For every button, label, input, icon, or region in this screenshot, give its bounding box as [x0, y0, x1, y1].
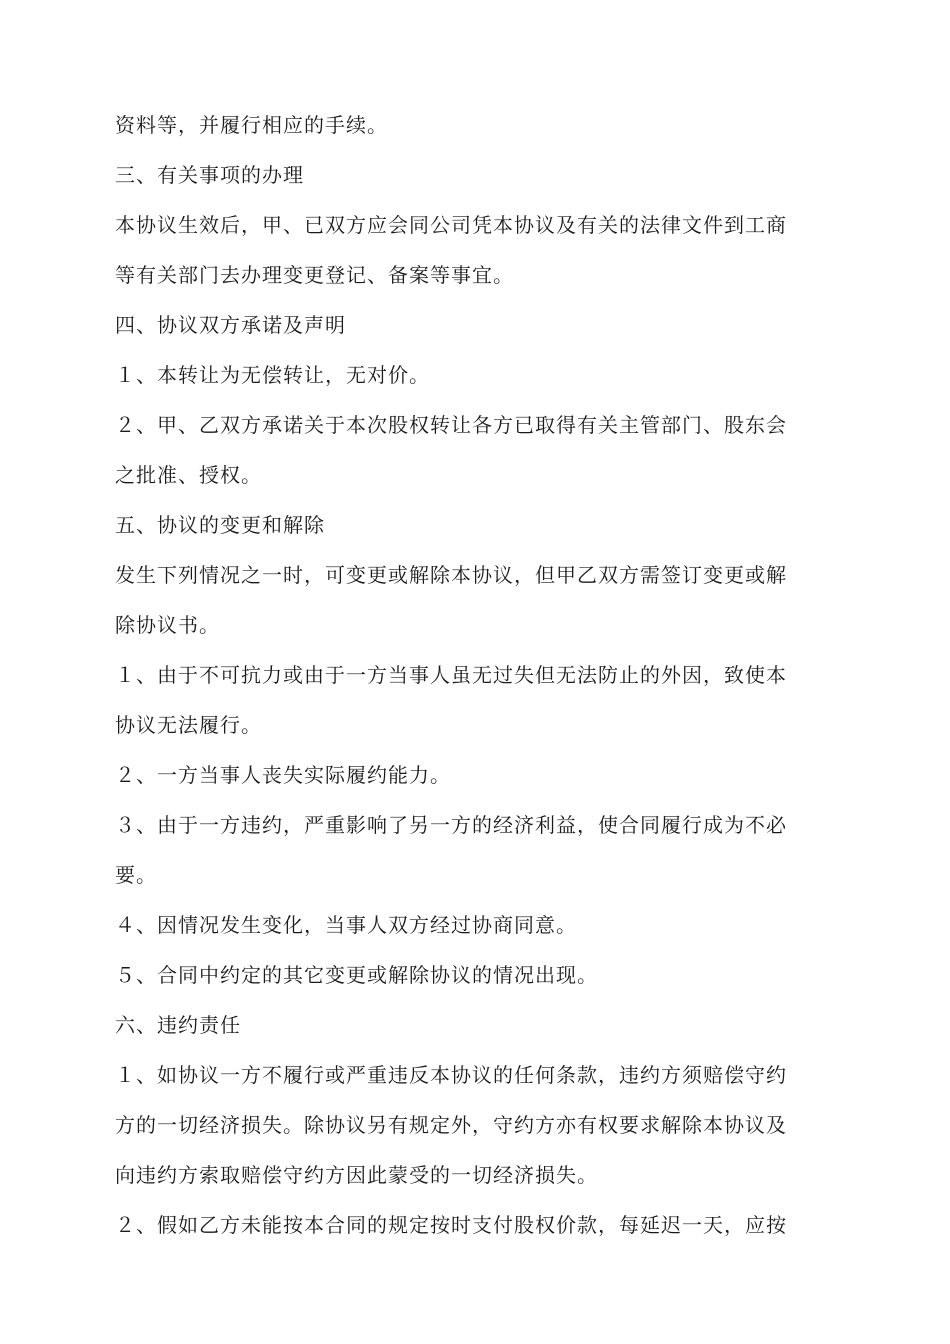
text-line: 方的一切经济损失。除协议另有规定外，守约方亦有权要求解除本协议及	[115, 1113, 787, 1137]
text-line: 发生下列情况之一时，可变更或解除本协议，但甲乙双方需签订变更或解	[115, 563, 787, 587]
text-line: 要。	[115, 863, 157, 887]
clause-4-2: ２、甲、乙双方承诺关于本次股权转让各方已取得有关主管部门、股东会	[115, 413, 787, 437]
section-heading-4: 四、协议双方承诺及声明	[115, 313, 346, 337]
text-line: 除协议书。	[115, 613, 220, 637]
text-line: 协议无法履行。	[115, 713, 262, 737]
text-line: 向违约方索取赔偿守约方因此蒙受的一切经济损失。	[115, 1163, 598, 1187]
clause-5-5: ５、合同中约定的其它变更或解除协议的情况出现。	[115, 963, 598, 987]
section-heading-3: 三、有关事项的办理	[115, 163, 304, 187]
clause-6-2: ２、假如乙方未能按本合同的规定按时支付股权价款，每延迟一天，应按	[115, 1213, 787, 1237]
clause-4-1: １、本转让为无偿转让，无对价。	[115, 363, 430, 387]
text-line: 之批准、授权。	[115, 463, 262, 487]
clause-5-3: ３、由于一方违约，严重影响了另一方的经济利益，使合同履行成为不必	[115, 813, 787, 837]
text-line: 等有关部门去办理变更登记、备案等事宜。	[115, 263, 514, 287]
section-heading-5: 五、协议的变更和解除	[115, 513, 325, 537]
text-line: 资料等，并履行相应的手续。	[115, 113, 388, 137]
clause-5-1: １、由于不可抗力或由于一方当事人虽无过失但无法防止的外因，致使本	[115, 663, 787, 687]
section-heading-6: 六、违约责任	[115, 1013, 241, 1037]
document-body	[115, 100, 845, 1250]
clause-6-1: １、如协议一方不履行或严重违反本协议的任何条款，违约方须赔偿守约	[115, 1063, 787, 1087]
text-line: 本协议生效后，甲、已双方应会同公司凭本协议及有关的法律文件到工商	[115, 213, 787, 237]
clause-5-2: ２、一方当事人丧失实际履约能力。	[115, 763, 451, 787]
clause-5-4: ４、因情况发生变化，当事人双方经过协商同意。	[115, 913, 577, 937]
